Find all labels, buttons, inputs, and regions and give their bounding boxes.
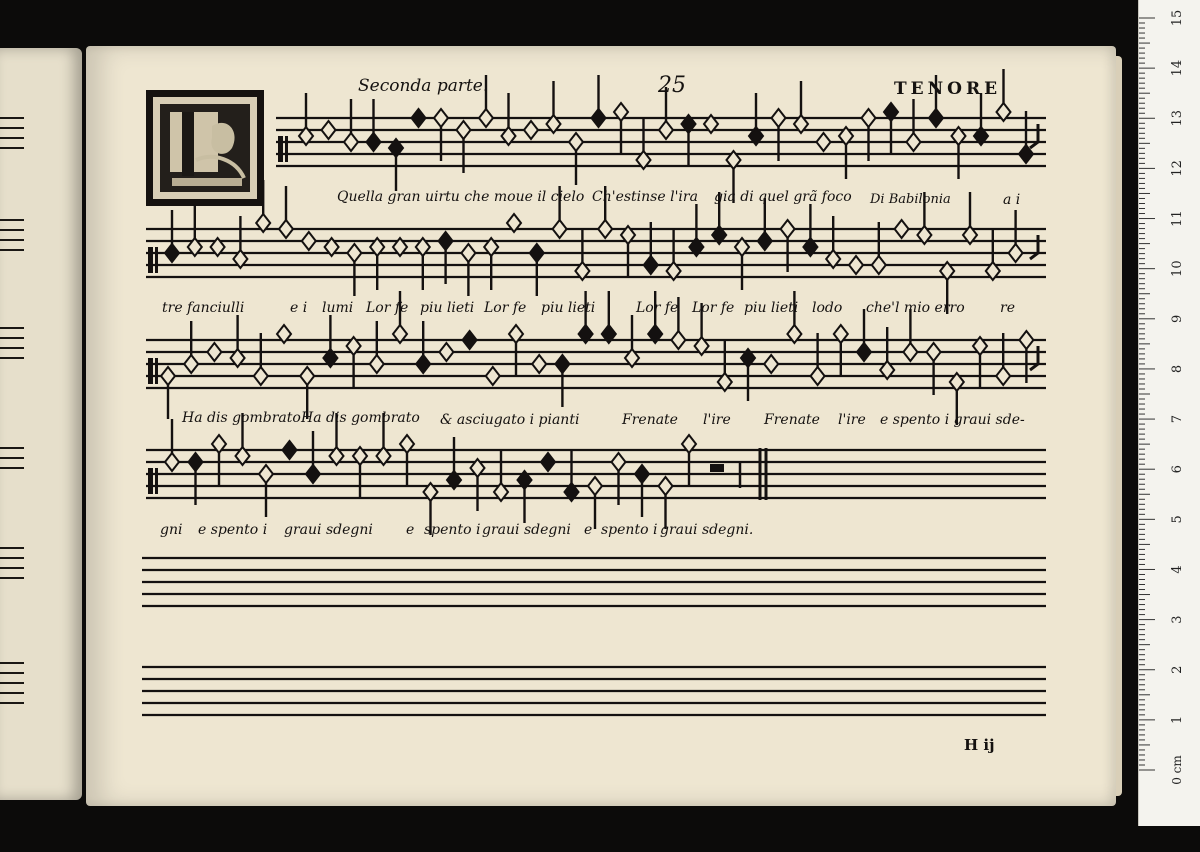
lyric-line3-1: Ha dis gombrato (182, 410, 301, 426)
page-number: 25 (658, 73, 686, 98)
staff-5 (142, 558, 1046, 606)
ruler-number: 9 (1170, 314, 1185, 323)
staff-6 (142, 667, 1046, 715)
lyric-line4-3: graui sdegni (284, 522, 373, 538)
ruler-number: 1 (1170, 715, 1185, 725)
ruler-number: 2 (1170, 665, 1185, 674)
lyric-line2-13: re (1000, 300, 1015, 316)
decorated-initial-woodcut (146, 90, 264, 206)
lyric-line2-3: lumi (322, 300, 354, 316)
lyric-line4-2: e spento i (198, 522, 268, 538)
lyric-line1-2: Ch'estinse l'ira (592, 189, 698, 205)
ruler-ticks (1139, 0, 1200, 826)
custos-mark (1030, 124, 1038, 148)
lyric-line2-9: Lor fe (692, 300, 735, 316)
lyric-line4-6: graui sdegni (482, 522, 571, 538)
lyric-line2-8: Lor fe (636, 300, 679, 316)
ruler-number: 3 (1170, 615, 1185, 624)
lyric-line2-1: tre fanciulli (162, 300, 245, 316)
lyric-line4-9: graui sdegni. (660, 522, 754, 538)
lyric-line4-7: e (584, 522, 593, 538)
lyric-line2-12: che'l mio erro (866, 300, 965, 316)
staff-1 (276, 118, 1046, 166)
ruler-number: 10 (1170, 260, 1185, 277)
ruler-number: 8 (1170, 364, 1185, 374)
ruler-number: 11 (1170, 210, 1185, 227)
ruler-unit-label: 0 cm (1170, 755, 1184, 785)
lyric-line2-4: Lor fe (366, 300, 409, 316)
staff-2 (146, 229, 1046, 277)
lyric-line2-5: piu lieti (420, 300, 475, 316)
lyric-line2-2: e i (290, 300, 308, 316)
lyric-line4-8: spento i (601, 522, 658, 538)
ruler-number: 6 (1170, 465, 1185, 474)
lyric-line3-5: l'ire (703, 412, 731, 428)
notes-staff-1 (299, 69, 1033, 203)
lyric-line1-1: Quella gran uirtu che moue il cielo (337, 189, 585, 205)
ruler-number: 4 (1170, 565, 1185, 574)
lyric-line4-1: gni (160, 522, 183, 538)
ruler-number: 5 (1170, 515, 1185, 524)
voice-part: TENORE (894, 79, 1002, 99)
lyric-line2-7: piu lieti (541, 300, 596, 316)
custos-mark (1030, 235, 1038, 259)
lyric-line3-6: Frenate (764, 412, 820, 428)
custos-mark (1030, 346, 1038, 370)
lyric-line1-5: a i (1003, 192, 1021, 208)
ruler-number: 7 (1170, 414, 1185, 424)
lyric-line3-7: l'ire (838, 412, 866, 428)
scale-ruler (1138, 0, 1200, 826)
ruler-number: 12 (1170, 160, 1185, 177)
lyric-line2-10: piu lieti (744, 300, 799, 316)
lyric-line1-3: gia di quel grã foco (714, 189, 852, 205)
ruler-number: 14 (1170, 59, 1185, 77)
lyric-line3-4: Frenate (622, 412, 678, 428)
lyric-line3-3: & asciugato i pianti (440, 412, 580, 428)
signature-mark: H ij (964, 736, 995, 754)
lyric-line4-5: spento i (424, 522, 481, 538)
ruler-number: 13 (1170, 109, 1185, 127)
lyric-line4-4: e (406, 522, 415, 538)
lyric-line2-11: lodo (812, 300, 843, 316)
lyric-line2-6: Lor fe (484, 300, 527, 316)
section-title: Seconda parte. (358, 76, 489, 96)
lyric-line1-4: Di Babilonia (870, 192, 951, 207)
ruler-number: 15 (1170, 9, 1185, 27)
lyric-line3-2: Ha dis gombrato (301, 410, 420, 426)
lyric-line3-8: e spento i graui sde- (880, 412, 1025, 428)
